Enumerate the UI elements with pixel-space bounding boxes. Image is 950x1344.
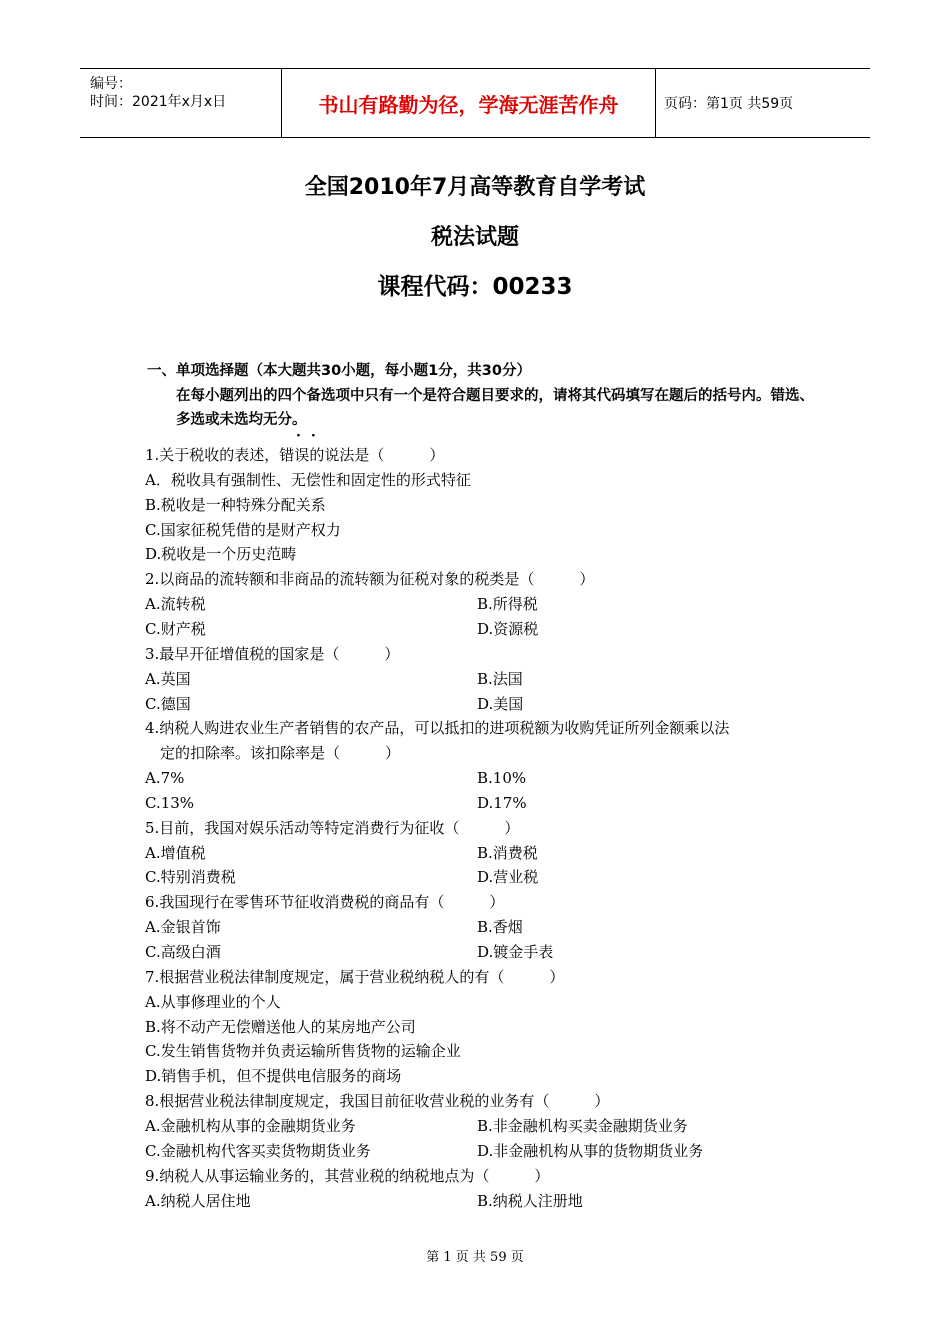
line-text: 6.我国现行在零售环节征收消费税的商品有（ ）: [145, 893, 505, 912]
question-line: [145, 1114, 815, 1139]
question-line: [145, 592, 815, 617]
page-header: [80, 68, 870, 138]
question-line: [145, 716, 815, 741]
line-text: C.13%: [145, 793, 195, 812]
section-heading: 一、单项选择题（本大题共30小题，每小题1分，共30分）: [147, 363, 531, 379]
line-text: A.金融机构从事的金融期货业务: [145, 1116, 356, 1135]
line-text: C.德国: [145, 694, 191, 713]
question-line: [145, 816, 815, 841]
line-text: C.国家征税凭借的是财产权力: [145, 520, 341, 539]
option-text-right: D.非金融机构从事的货物期货业务: [477, 1141, 704, 1160]
question-line: [145, 791, 815, 816]
header-motto-cell: [281, 69, 656, 137]
question-line: [145, 518, 815, 543]
line-text: A.7%: [145, 769, 185, 788]
line-text: A.金银首饰: [145, 918, 221, 937]
question-line: [145, 741, 815, 766]
option-text-right: B.纳税人注册地: [477, 1191, 583, 1210]
question-line: [145, 915, 815, 940]
exam-title: 全国2010年7月高等教育自学考试: [304, 175, 646, 200]
line-text: C.财产税: [145, 619, 206, 638]
question-line: [145, 940, 815, 965]
option-text-right: B.10%: [477, 769, 527, 788]
line-text: C.高级白酒: [145, 943, 221, 961]
option-text-right: D.美国: [477, 694, 524, 713]
line-text: 1.关于税收的表述，错误的说法是（ ）: [145, 446, 445, 464]
header-page-number: 页码：第1页 共59页: [664, 96, 794, 112]
line-text: B.将不动产无偿赠送他人的某房地产公司: [145, 1017, 416, 1036]
line-text: A.纳税人居住地: [145, 1191, 251, 1210]
header-page-cell: [656, 69, 870, 137]
question-line: [145, 642, 815, 667]
line-text: A.增值税: [145, 843, 206, 862]
document-time-label: 时间：2021年x月x日: [90, 94, 227, 110]
line-text: C.发生销售货物并负责运输所售货物的运输企业: [145, 1042, 461, 1061]
question-line: [145, 1189, 815, 1214]
question-line: [145, 1064, 815, 1089]
option-text-right: B.消费税: [477, 843, 538, 862]
line-text: 2.以商品的流转额和非商品的流转额为征税对象的税类是（ ）: [145, 570, 595, 589]
line-text: D.税收是一个历史范畴: [145, 545, 297, 564]
section-instruction: 在每小题列出的四个备选项中只有一个是符合题目要求的，请将其代码填写在题后的括号内。错选、多选或未选均无分。: [176, 388, 814, 428]
question-line: [145, 841, 815, 866]
document-number-label: 编号：: [90, 76, 132, 92]
emphasis-dots: ··: [296, 428, 326, 444]
option-text-right: B.香烟: [477, 918, 523, 937]
question-line: [145, 667, 815, 692]
line-text: 3.最早开征增值税的国家是（ ）: [145, 644, 400, 663]
question-line: [145, 1164, 815, 1189]
option-text-right: D.17%: [477, 793, 527, 812]
question-line: [145, 1039, 815, 1064]
course-code-title: 课程代码：00233: [377, 274, 573, 300]
line-text: 8.根据营业税法律制度规定，我国目前征收营业税的业务有（ ）: [145, 1092, 610, 1111]
question-line: [145, 617, 815, 642]
line-text: A.英国: [145, 669, 191, 688]
line-text: 4.纳税人购进农业生产者销售的农产品，可以抵扣的进项税额为收购凭证所列金额乘以法: [145, 719, 730, 738]
question-line: [145, 692, 815, 717]
line-text: A．税收具有强制性、无偿性和固定性的形式特征: [145, 470, 471, 489]
option-text-right: B.法国: [477, 669, 523, 688]
option-text-right: D.镀金手表: [477, 943, 554, 961]
question-line: [145, 542, 815, 567]
option-text-right: B.所得税: [477, 595, 538, 614]
question-line: [145, 990, 815, 1015]
line-text: 9.纳税人从事运输业务的，其营业税的纳税地点为（ ）: [145, 1166, 550, 1185]
question-line: [145, 890, 815, 915]
question-line: [145, 865, 815, 890]
line-text: D.销售手机，但不提供电信服务的商场: [145, 1067, 402, 1086]
question-line: [145, 1089, 815, 1114]
question-line: [145, 766, 815, 791]
line-text: A.从事修理业的个人: [145, 992, 281, 1011]
option-text-right: B.非金融机构买卖金融期货业务: [477, 1116, 688, 1135]
question-line: [145, 965, 815, 990]
option-text-right: D.营业税: [477, 868, 539, 887]
line-text: 7.根据营业税法律制度规定，属于营业税纳税人的有（ ）: [145, 967, 565, 986]
question-line: [145, 493, 815, 518]
line-text: C.特别消费税: [145, 868, 236, 887]
line-text: A.流转税: [145, 595, 206, 614]
subject-title: 税法试题: [430, 225, 519, 250]
question-line: [145, 468, 815, 493]
question-line: [145, 1015, 815, 1040]
line-text: B.税收是一种特殊分配关系: [145, 495, 326, 514]
page-footer: 第 1 页 共 59 页: [426, 1250, 524, 1265]
option-text-right: D.资源税: [477, 619, 539, 638]
line-text: C.金融机构代客买卖货物期货业务: [145, 1141, 371, 1160]
line-text: 定的扣除率。该扣除率是（ ）: [145, 744, 401, 763]
header-info-cell: [80, 69, 280, 137]
question-line: [145, 1139, 815, 1164]
question-line: [145, 443, 815, 468]
line-text: 5.目前，我国对娱乐活动等特定消费行为征收（ ）: [145, 818, 520, 837]
question-line: [145, 567, 815, 592]
header-motto: 书山有路勤为径，学海无涯苦作舟: [318, 92, 619, 117]
